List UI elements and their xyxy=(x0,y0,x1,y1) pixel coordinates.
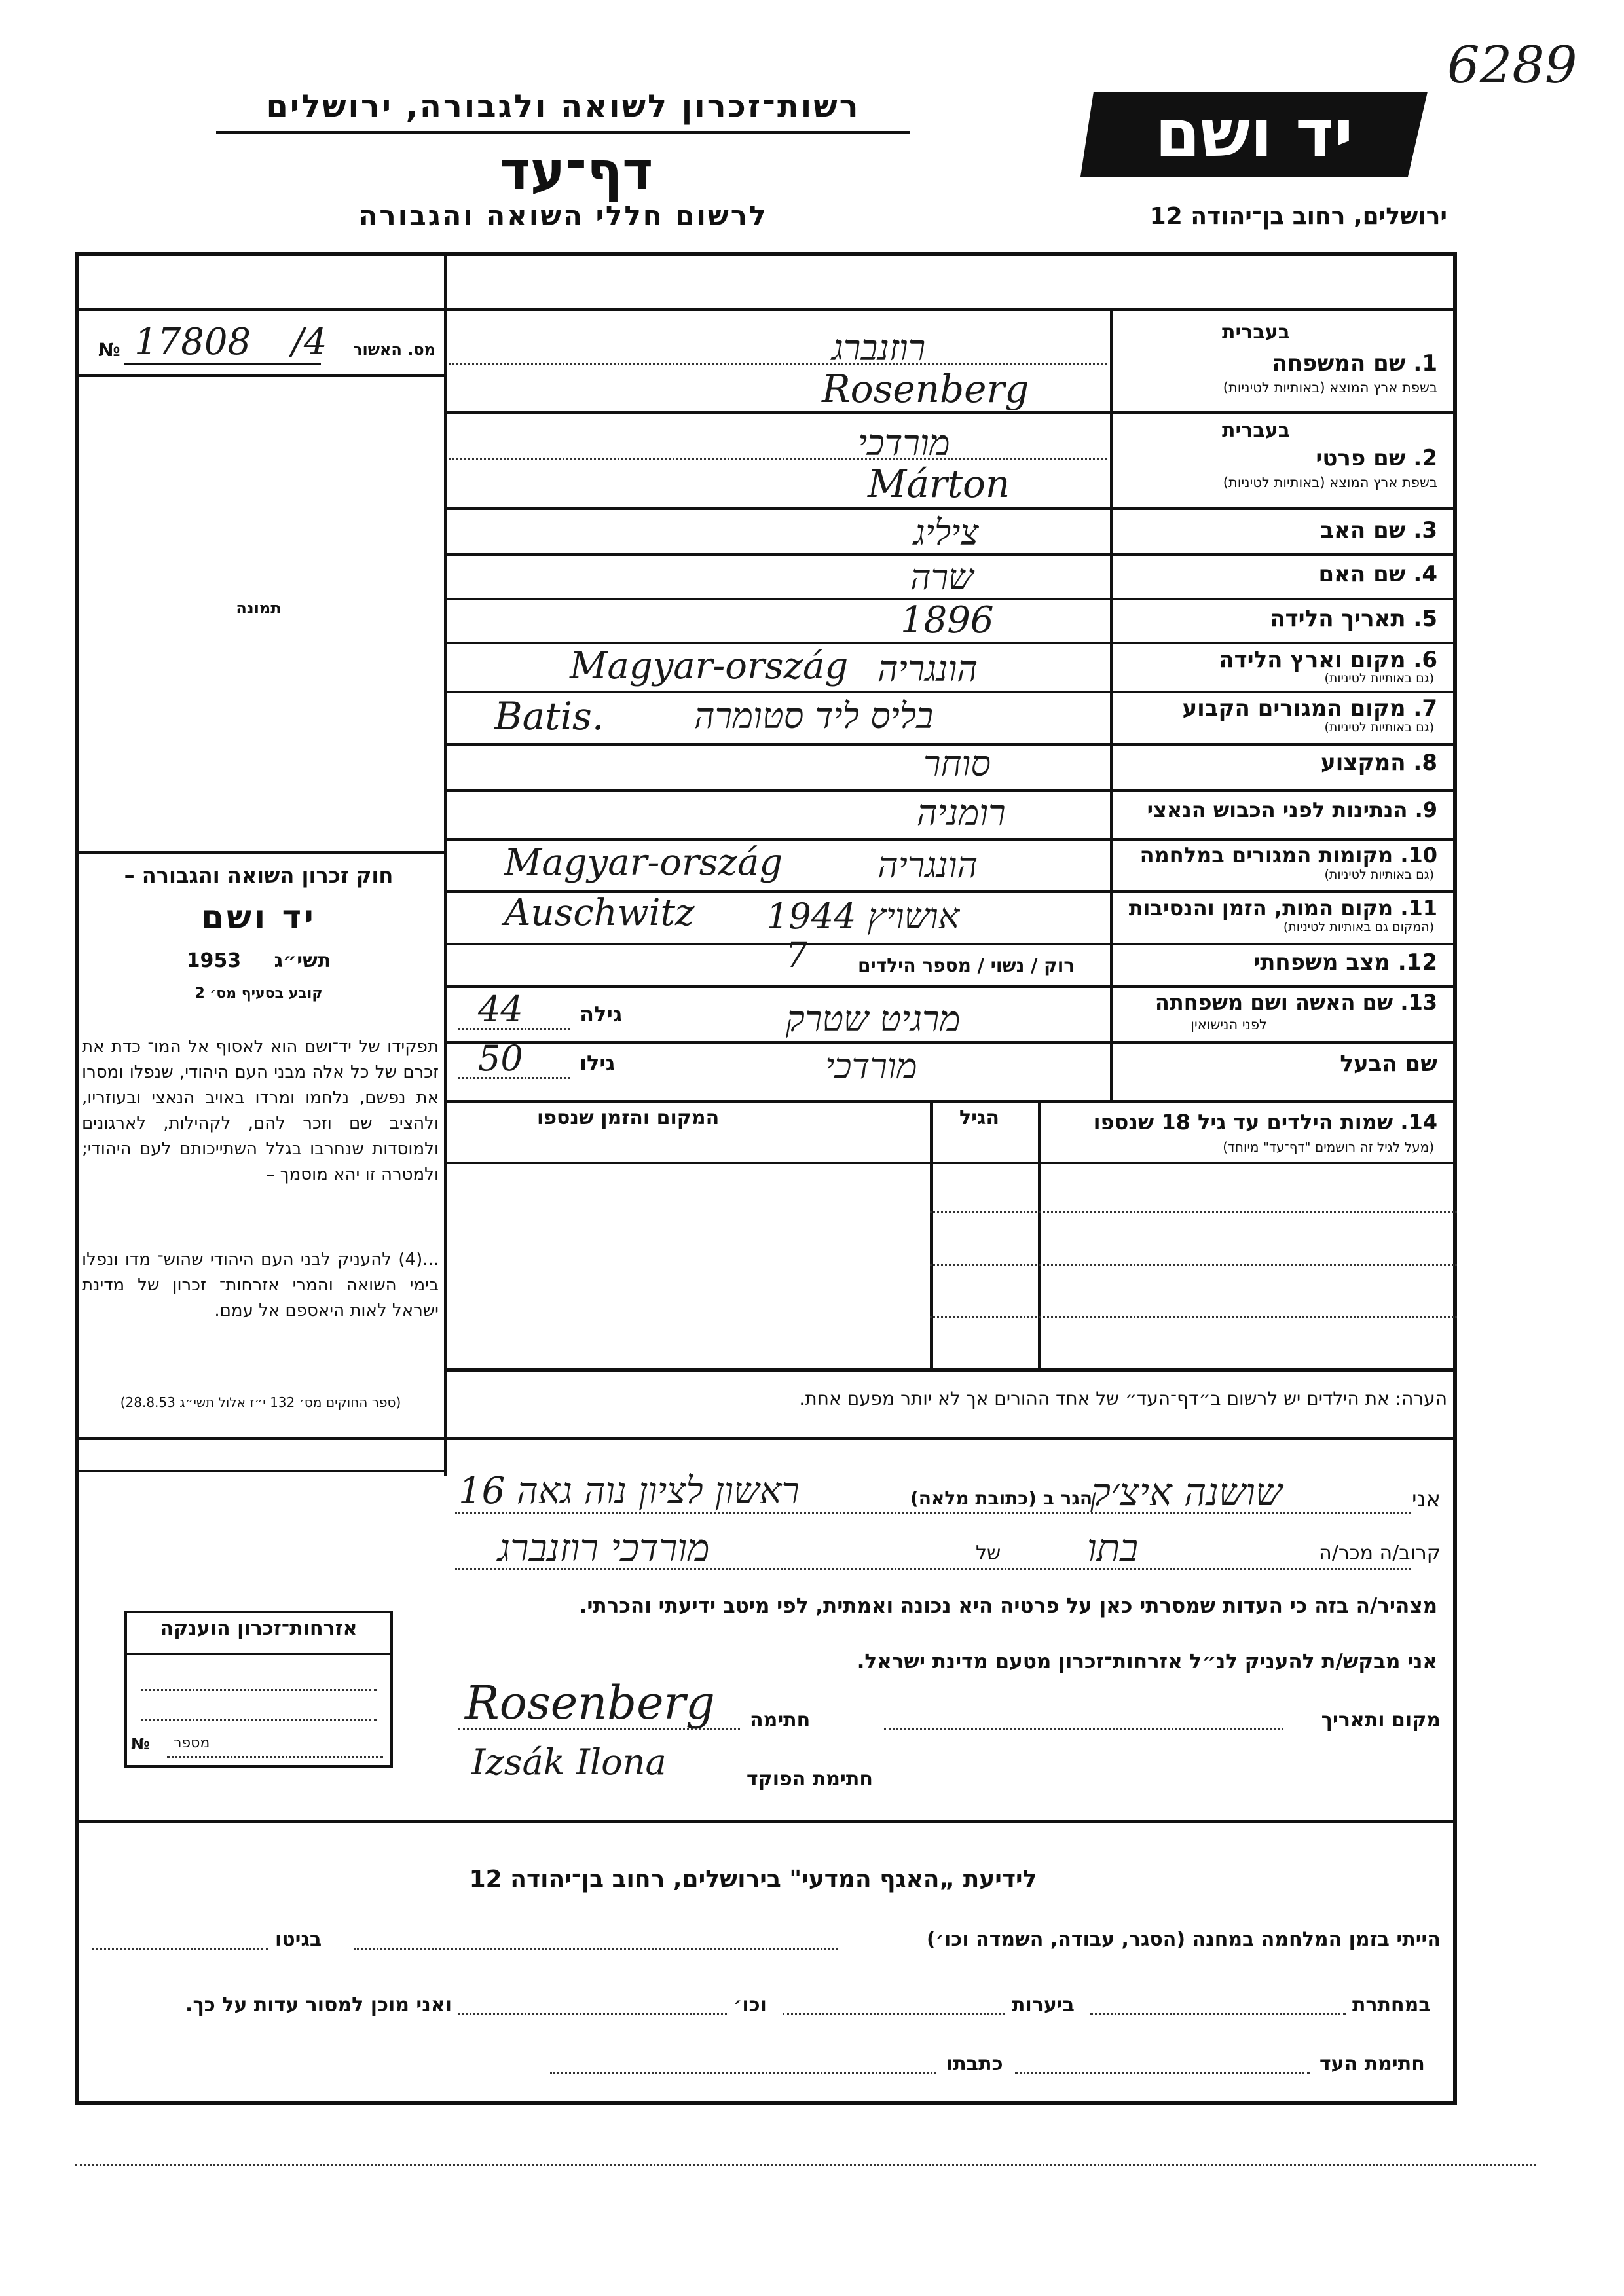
field-2-label-text: שם פרטי xyxy=(1316,445,1406,471)
photo-label: תמונה xyxy=(236,599,282,617)
declaration-request: אני מבקש/ת להעניק לנ״ל אזרחות־זכרון מטעם מדינת ישראל. xyxy=(857,1650,1437,1673)
row-5-line xyxy=(447,642,1456,644)
field-2-label xyxy=(1316,445,1437,471)
field-1-label-text: שם המשפחה xyxy=(1272,350,1406,376)
intelligence-line3-start: חתימת העד xyxy=(1320,2052,1425,2075)
field-6-sub-hint: (גם באותיות לטיניות) xyxy=(1324,671,1434,685)
field-6-value-latin: Magyar-ország xyxy=(570,645,849,687)
field-13-age: 44 xyxy=(478,989,523,1030)
field-11-value-latin: Auschwitz xyxy=(504,892,695,934)
row-13-line xyxy=(447,1041,1456,1044)
law-text-2: ...(4) להעניק לבני העם היהודי שהוש־ מדו ונפלו בימי השואה והמרי אזרחות־ זכרון של מדינת ישראל לאות היאספם אל עמם. xyxy=(82,1250,439,1321)
field-5-label-text: תאריך הלידה xyxy=(1270,606,1406,632)
place-date-label: מקום ותאריך xyxy=(1321,1709,1441,1732)
row-11-line xyxy=(447,943,1456,945)
field-6-label-text: מקום וארץ הלידה xyxy=(1219,647,1406,673)
field-2-value-latin: Márton xyxy=(868,462,1010,506)
law-name: יד ושם xyxy=(201,898,316,936)
declaration-address: ראשון לציון נוה גאה 16 xyxy=(458,1470,800,1512)
declaration-residing-at: הגר ב (כתובת מלאה) xyxy=(910,1487,1093,1509)
law-text-1: תפקידו של יד־ושם הוא לאסוף אל המו־ כדת את זכרם של כל אלה מבני העם היהודי, שנפלו ומסרו את נפשם, נלחמו ומרדו באויב הנאצי ובעוזריו, ולהציב שם וזכר להם, לקהילות, לארגונים ולמוסדות שנחרבו בגלל השתייכותם לעם היהודי; ולמטרה זו יהא מוסמך – xyxy=(82,1037,439,1184)
field-2-sub-hint: בשפת ארץ המוצא (באותיות לטיניות) xyxy=(1223,475,1437,490)
declaration-line-1 xyxy=(455,1512,1411,1514)
top-strip-line xyxy=(75,308,1457,311)
field-13-label-text: שם האשה ושם משפחתה xyxy=(1154,990,1393,1015)
intelligence-title: לידיעת „האגף המדעי" בירושלים, רחוב בן־יהודה 12 xyxy=(469,1866,1037,1893)
field-4-number: 4. xyxy=(1413,561,1437,587)
approval-row-line xyxy=(75,374,446,377)
children-col-age: הגיל xyxy=(959,1106,999,1129)
field-10-value-latin: Magyar-ország xyxy=(504,841,783,884)
left-column-divider xyxy=(444,252,447,1476)
header-address: ירושלים, רחוב בן־יהודה 12 xyxy=(1149,203,1447,230)
field-7-label-text: מקום המגורים הקבוע xyxy=(1182,695,1406,721)
field-12-children-count: 7 xyxy=(786,936,808,975)
relation-label: קרוב/ה מכר/ה xyxy=(1319,1542,1441,1565)
field-13-age-label: גילה xyxy=(580,1002,623,1027)
clerk-signature-label: חתימת הפוקד xyxy=(747,1768,873,1791)
sheet-number: 6289 xyxy=(1447,36,1578,95)
field-1-label xyxy=(1272,350,1437,376)
field-8-value: סוחר xyxy=(923,743,991,784)
children-row-1 xyxy=(930,1211,1457,1213)
field-2-hebrew-hint: בעברית xyxy=(1222,419,1290,442)
field-9-label-text: הנתינות לפני הכבוש הנאצי xyxy=(1147,797,1408,822)
field-1-value-hebrew: רוזנברג xyxy=(832,327,926,369)
field-11-number: 11. xyxy=(1400,896,1437,920)
authority-name: רשות־זכרון לשואה ולגבורה, ירושלים xyxy=(266,88,860,125)
intelligence-line3-fill-2 xyxy=(550,2072,936,2074)
field-9-number: 9. xyxy=(1414,797,1437,822)
intelligence-line2-etc: וכו׳ xyxy=(733,1994,767,2016)
field-1-sub-hint: בשפת ארץ המוצא (באותיות לטיניות) xyxy=(1223,380,1437,395)
children-col-divider-2 xyxy=(1038,1100,1041,1368)
field-10-label xyxy=(1140,843,1437,867)
field-10-label-text: מקומות המגורים במלחמה xyxy=(1139,843,1393,867)
intelligence-line3-fill-1 xyxy=(1015,2072,1310,2074)
law-year xyxy=(82,949,435,972)
children-table-number: 14. xyxy=(1400,1110,1437,1135)
intelligence-line1-fill xyxy=(354,1948,838,1950)
field-4-label xyxy=(1318,561,1437,587)
field-6-label xyxy=(1219,647,1437,673)
of-value: מורדכי רוזנברג xyxy=(498,1525,710,1570)
approval-number: 17808 xyxy=(134,321,251,363)
intelligence-line1-end: בגיטו xyxy=(275,1928,322,1951)
field-8-label xyxy=(1321,750,1437,776)
row-8-line xyxy=(447,789,1456,792)
declaration-submitter-name: שושנה איצ׳ק xyxy=(1090,1470,1283,1514)
approval-label: מס. האשור xyxy=(353,340,435,359)
field-husband-age: 50 xyxy=(478,1038,523,1079)
field-5-number: 5. xyxy=(1413,606,1437,632)
field-13-label xyxy=(1155,990,1437,1015)
intelligence-line1-start: הייתי בזמן המלחמה במחנה (הסגר, עבודה, השמדה וכו׳) xyxy=(927,1928,1441,1951)
field-1-hebrew-line xyxy=(449,363,1107,365)
intelligence-line2-fill-1 xyxy=(1090,2013,1346,2015)
field-10-value-hebrew: הונגריה xyxy=(877,845,978,886)
cut-line xyxy=(75,2164,1536,2166)
declaration-line-2 xyxy=(455,1568,1411,1570)
children-header-line xyxy=(447,1162,1456,1164)
left-column-end xyxy=(75,1470,447,1472)
field-2-hebrew-line xyxy=(449,458,1107,460)
field-1-number: 1. xyxy=(1413,350,1437,376)
field-4-label-text: שם האם xyxy=(1318,561,1406,587)
field-7-number: 7. xyxy=(1413,695,1437,721)
field-3-label-text: שם האב xyxy=(1320,517,1406,543)
bottom-section-line xyxy=(75,1820,1457,1823)
field-1-value-latin: Rosenberg xyxy=(822,367,1029,411)
clerk-signature: Izsák Ilona xyxy=(471,1741,667,1783)
authority-underline xyxy=(216,131,910,134)
row-1-line xyxy=(447,411,1456,414)
children-row-3 xyxy=(930,1316,1457,1318)
children-table-label-text: שמות הילדים עד גיל 18 שנספו xyxy=(1093,1110,1393,1135)
children-col-place: המקום והזמן שנספו xyxy=(537,1106,720,1129)
children-row-2 xyxy=(930,1264,1457,1266)
middle-divider xyxy=(75,1437,1457,1440)
field-12-label xyxy=(1253,949,1437,975)
children-note: הערה: את הילדים יש לרשום ב״דף־העד״ של אחד ההורים אך לא יותר מפעם אחת. xyxy=(799,1388,1447,1410)
field-9-value: רומניה xyxy=(917,792,1006,833)
children-table-label xyxy=(1094,1110,1437,1135)
logo-text: יד ושם xyxy=(1154,95,1354,172)
declaration-ani: אני xyxy=(1412,1486,1441,1512)
law-section-ref: קובע בסעיף מס׳ 2 xyxy=(194,985,323,1002)
field-11-value-hebrew: אושויץ 1944 xyxy=(766,896,960,937)
intelligence-line1-tail xyxy=(92,1948,268,1950)
field-8-number: 8. xyxy=(1413,750,1437,776)
intelligence-line2-fill-2 xyxy=(783,2013,1005,2015)
field-11-label-text: מקום המות, הזמן והנסיבות xyxy=(1128,896,1393,920)
field-husband-age-label: גילו xyxy=(580,1051,616,1076)
declaration-statement: מצהיר/ה בזה כי העדות שמסרתי כאן על פרטיה היא נכונה ואמתית, לפי מיטב ידיעתי והכרתי. xyxy=(579,1594,1437,1618)
form-subtitle: לרשום חללי השואה והגבורה xyxy=(358,200,768,232)
of-label: של xyxy=(976,1542,1001,1565)
form-title: דף־עד xyxy=(499,141,654,202)
field-11-sub-hint: (המקום גם באותיות לטיניות) xyxy=(1283,920,1434,934)
field-7-label xyxy=(1182,695,1437,721)
field-10-sub-hint: (גם באותיות לטיניות) xyxy=(1324,867,1434,882)
field-12-number: 12. xyxy=(1397,949,1437,975)
relation-value: בתו xyxy=(1087,1525,1139,1570)
field-1-hebrew-hint: בעברית xyxy=(1222,321,1290,344)
field-6-value-hebrew: הונגריה xyxy=(877,648,978,689)
field-10-number: 10. xyxy=(1400,843,1437,867)
field-husband-label: שם הבעל xyxy=(1340,1051,1437,1077)
certificate-title-line xyxy=(124,1653,393,1655)
certificate-number-line xyxy=(167,1756,383,1758)
field-11-label xyxy=(1129,896,1437,920)
field-7-sub-hint: (גם באותיות לטיניות) xyxy=(1324,720,1434,735)
field-12-label-text: מצב משפחתי xyxy=(1253,949,1390,975)
field-7-value-latin: Batis. xyxy=(494,694,604,738)
field-13-age-line xyxy=(458,1028,570,1030)
approval-underline xyxy=(124,363,321,365)
field-12-status-options: רוק / נשוי / מספר הילדים xyxy=(858,955,1075,976)
signature-line xyxy=(458,1728,740,1730)
row-12-line xyxy=(447,985,1456,988)
field-4-value: שרה xyxy=(910,556,974,598)
field-2-number: 2. xyxy=(1413,445,1437,471)
certificate-line-1 xyxy=(141,1689,377,1691)
row-9-line xyxy=(447,838,1456,841)
row-2-line xyxy=(447,507,1456,510)
signature-label: חתימה xyxy=(750,1709,811,1732)
field-3-label xyxy=(1320,517,1437,543)
field-2-value-hebrew: מורדכי xyxy=(858,422,950,464)
approval-suffix: /4 xyxy=(291,321,327,363)
field-13-value: מרגיט שטרק xyxy=(786,998,961,1040)
row-6-line xyxy=(447,691,1456,693)
field-13-sub-hint: לפני הנישואין xyxy=(1190,1017,1267,1032)
intelligence-line3-mid: כתבתו xyxy=(946,2052,1003,2075)
field-3-number: 3. xyxy=(1413,517,1437,543)
row-3-line xyxy=(447,553,1456,556)
field-5-value: 1896 xyxy=(900,599,994,642)
law-year-hebrew: תשי״ג xyxy=(274,949,331,972)
certificate-title: אזרחות־זכרון הוענקה xyxy=(160,1617,358,1640)
field-13-number: 13. xyxy=(1400,990,1437,1015)
law-year-number: 1953 xyxy=(186,949,242,972)
approval-no-sign: № xyxy=(98,339,120,361)
photo-bottom-line xyxy=(75,851,446,854)
intelligence-line2-fill-3 xyxy=(458,2013,727,2015)
field-9-label xyxy=(1147,797,1437,822)
certificate-number-label: מספר xyxy=(174,1735,210,1751)
place-date-line xyxy=(884,1728,1283,1730)
field-7-value-hebrew: בליס ליד סטומרה xyxy=(694,695,934,737)
intelligence-line2-end: ואני מוכן למסור עדות על כך. xyxy=(185,1994,452,2016)
children-col-divider-1 xyxy=(930,1100,933,1368)
field-6-number: 6. xyxy=(1413,647,1437,673)
field-3-value: ציליג xyxy=(913,512,979,553)
field-husband-value: מורדכי xyxy=(825,1046,917,1087)
intelligence-line2-mid: ביערות xyxy=(1012,1994,1075,2016)
field-husband-age-line xyxy=(458,1077,570,1079)
signature-value: Rosenberg xyxy=(465,1676,715,1730)
children-table-sub-hint: (מעל לגיל זה רושמים "דף־עד" מיוחד) xyxy=(1223,1139,1434,1155)
field-8-label-text: המקצוע xyxy=(1321,750,1406,776)
row-husband-line xyxy=(447,1100,1456,1103)
certificate-number-sign: № xyxy=(131,1735,150,1753)
certificate-line-2 xyxy=(141,1719,377,1721)
law-reference: (ספר החוקים מס׳ 132 י״ז אלול תשי״ג 28.8.53) xyxy=(120,1394,401,1410)
intelligence-line2-start: במחתרת xyxy=(1352,1994,1431,2016)
children-bottom-line xyxy=(447,1368,1456,1372)
label-column-divider xyxy=(1110,311,1113,1103)
field-5-label xyxy=(1270,606,1437,632)
law-title: חוק זכרון השואה והגבורה – xyxy=(124,863,394,888)
yad-vashem-logo xyxy=(1080,85,1434,183)
